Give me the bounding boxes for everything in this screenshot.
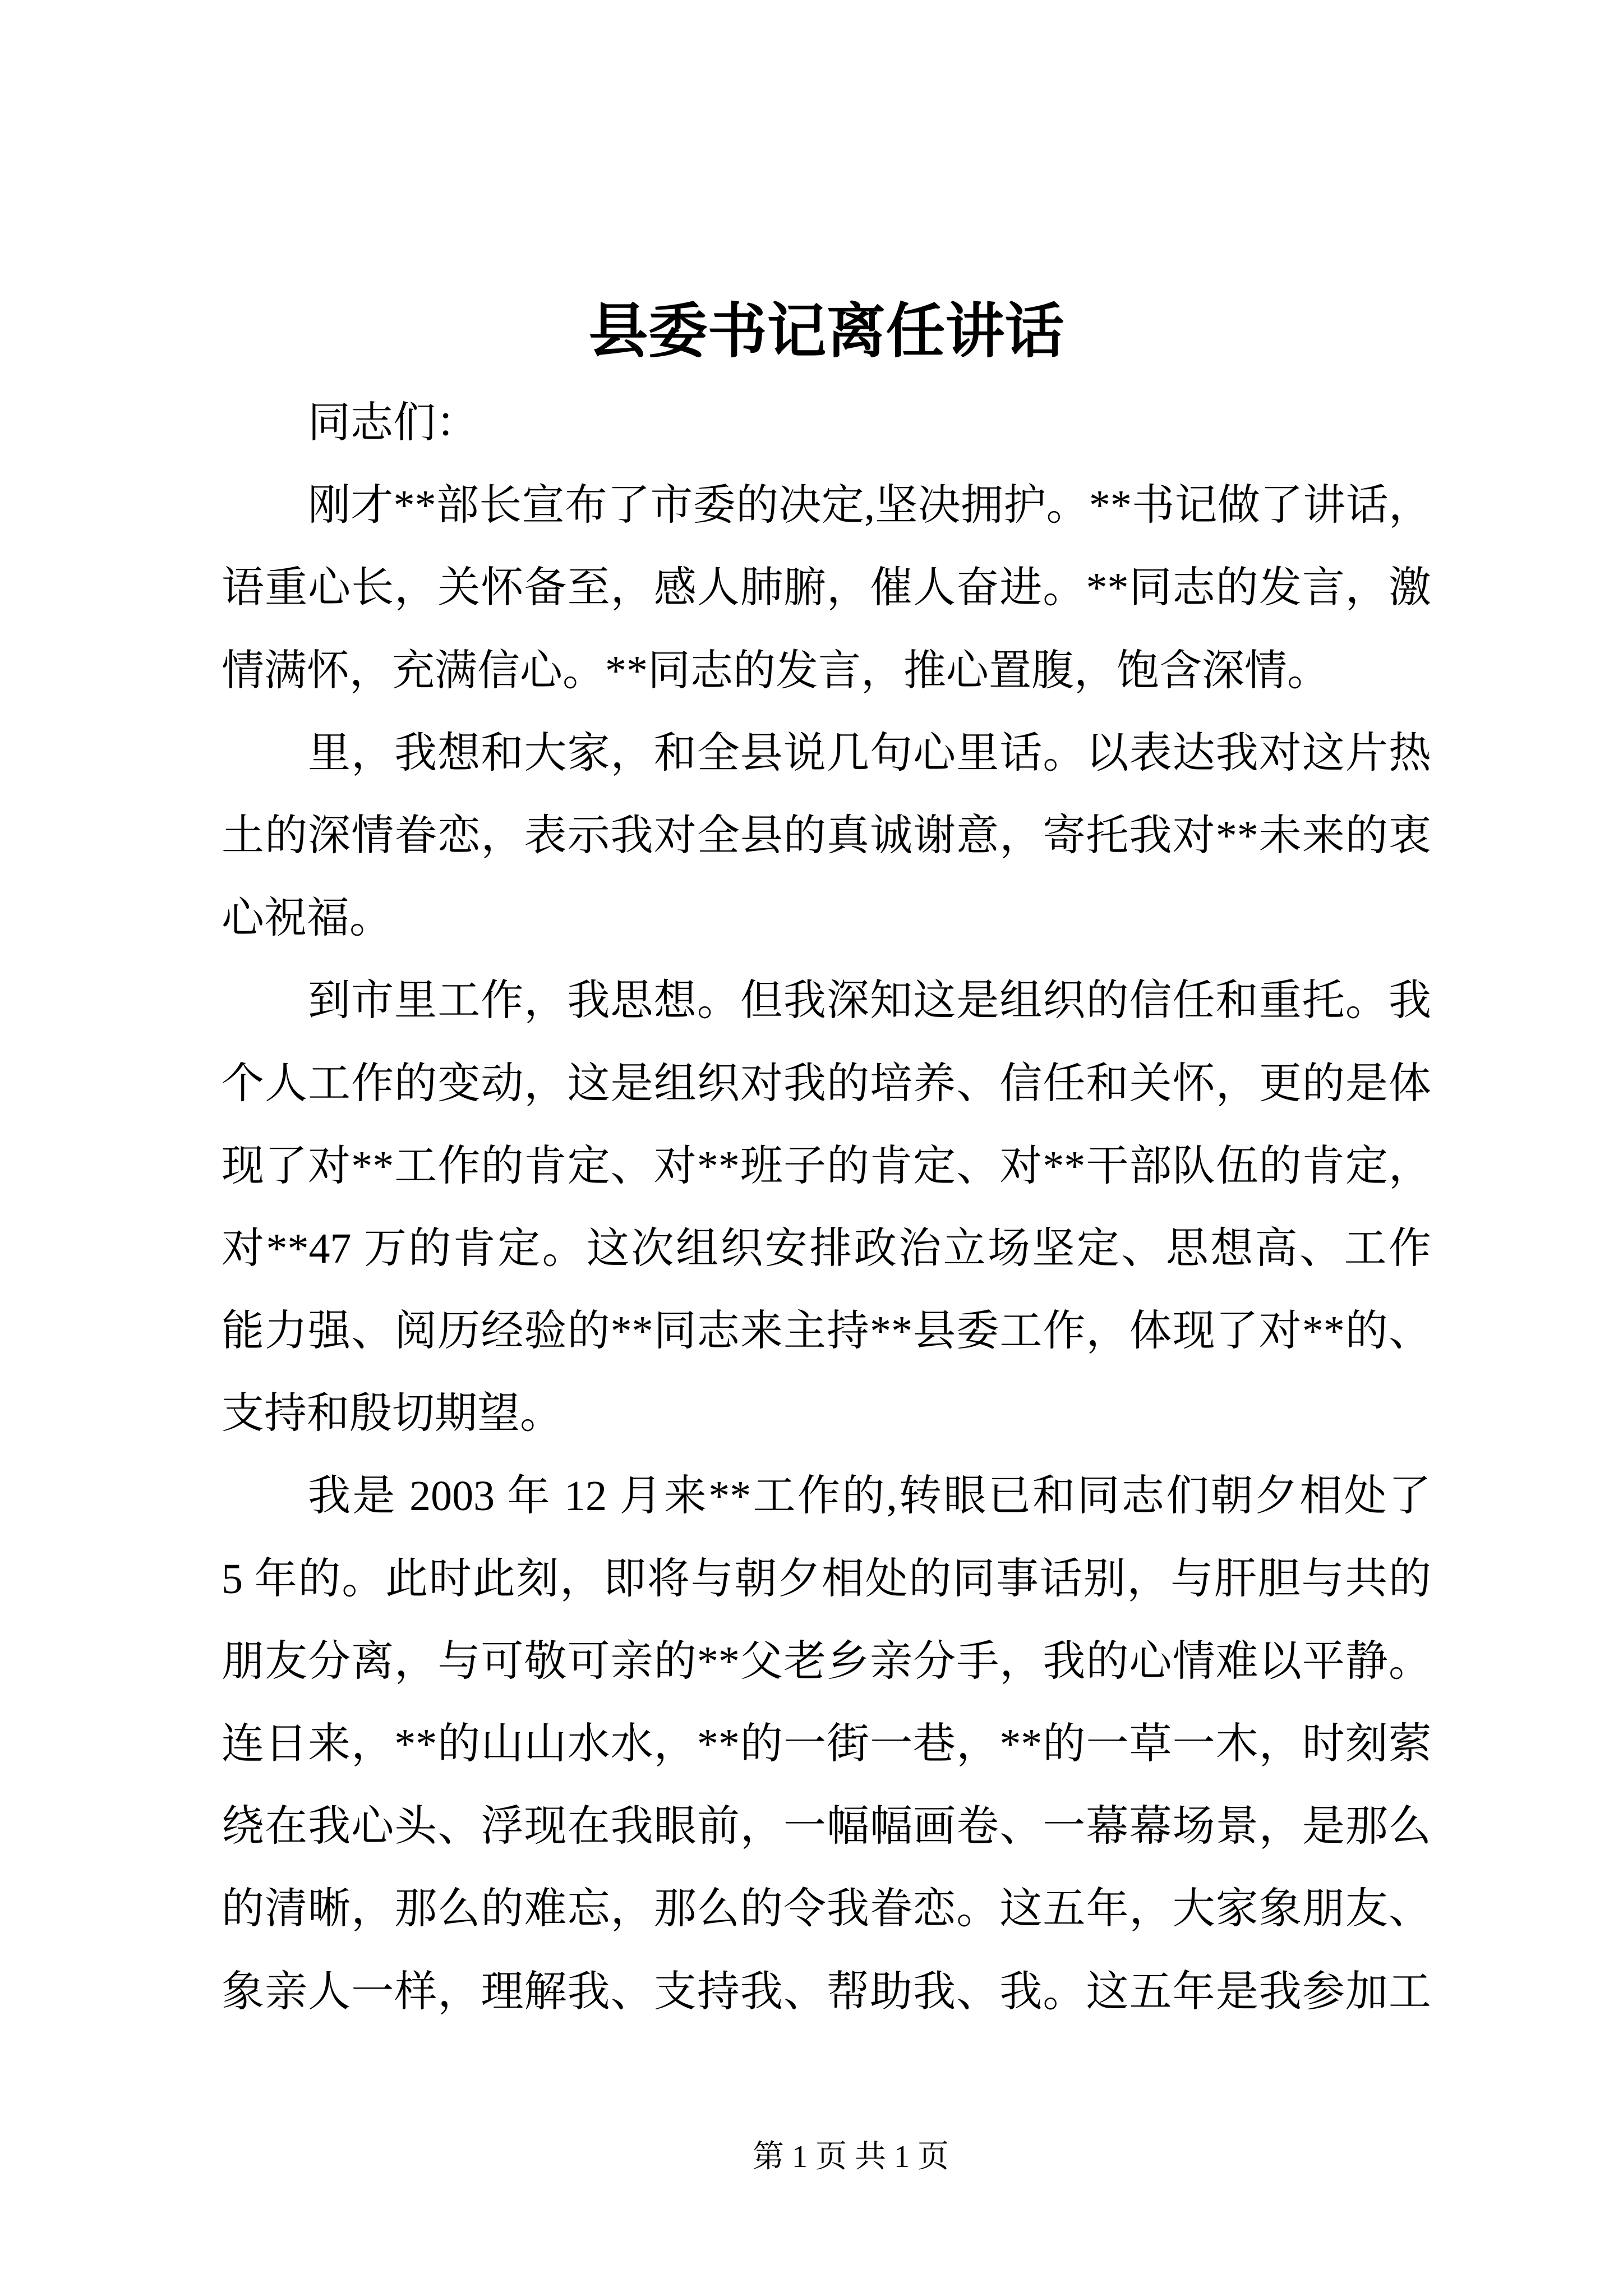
paragraph-salutation [222,382,1431,464]
text-line: 里，我想和大家，和全县说几句心里话。以表达我对这片热 [308,729,1431,777]
text-line: 支持和殷切期望。 [222,1390,562,1438]
paragraph [222,464,1431,712]
text-line: 连日来，**的山山水水，**的一街一巷，**的一草一木，时刻萦 [222,1720,1431,1768]
text-line: 象亲人一样，理解我、支持我、帮助我、我。这五年是我参加工 [222,1968,1431,2016]
text-line: 刚才**部长宣布了市委的决定,坚决拥护。**书记做了讲话， [308,482,1431,530]
document-title: 县委书记离任讲话 [588,299,1064,365]
text-line: 到市里工作，我思想。但我深知这是组织的信任和重托。我 [308,977,1431,1025]
text-line: 现了对**工作的肯定、对**班子的肯定、对**干部队伍的肯定， [222,1142,1431,1190]
text-line: 同志们： [308,399,478,447]
text-line: 土的深情眷恋，表示我对全县的真诚谢意，寄托我对**未来的衷 [222,812,1431,859]
document-body [222,382,1431,2033]
text-line: 5 年的。此时此刻，即将与朝夕相处的同事话别，与肝胆与共的 [222,1555,1431,1603]
text-line: 我是 2003 年 12 月来**工作的,转眼已和同志们朝夕相处了 [308,1473,1431,1520]
text-line: 能力强、阅历经验的**同志来主持**县委工作，体现了对**的、 [222,1308,1431,1355]
text-line: 语重心长，关怀备至，感人肺腑，催人奋进。**同志的发言，激 [222,564,1431,612]
text-line: 个人工作的变动，这是组织对我的培养、信任和关怀，更的是体 [222,1060,1431,1107]
text-line: 心祝福。 [222,895,392,942]
paragraph [222,712,1431,960]
paragraph [222,1455,1431,2033]
page-footer: 第 1 页 共 1 页 [753,2139,949,2174]
paragraph [222,960,1431,1455]
text-line: 绕在我心头、浮现在我眼前，一幅幅画卷、一幕幕场景，是那么 [222,1803,1431,1851]
text-line: 对**47 万的肯定。这次组织安排政治立场坚定、思想高、工作 [222,1225,1431,1272]
text-line: 的清晰，那么的难忘，那么的令我眷恋。这五年，大家象朋友、 [222,1885,1431,1933]
text-line: 朋友分离，与可敬可亲的**父老乡亲分手，我的心情难以平静。 [222,1637,1431,1685]
text-line: 情满怀，充满信心。**同志的发言，推心置腹，饱含深情。 [222,647,1330,694]
